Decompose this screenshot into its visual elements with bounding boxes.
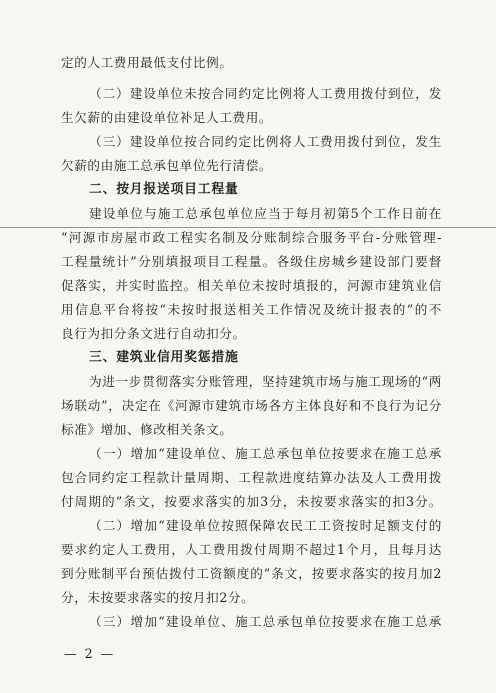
body-line: （三）增加“建设单位、施工总承包单位按要求在施工总承	[89, 614, 442, 629]
body-line: 付周期的”条文，按要求落实的加3分，未按要求落实的扣3分。	[61, 494, 442, 509]
body-line: 建设单位与施工总承包单位应当于每月初第5个工作日前在	[89, 206, 442, 221]
body-line: 要求约定人工费用，人工费用拨付周期不超过1个月，且每月达	[61, 542, 442, 557]
body-line: 场联动”，决定在《河源市建筑市场各方主体良好和不良行为记分	[61, 398, 442, 413]
body-line: 促落实，并实时监控。相关单位未按时填报的，河源市建筑业信	[61, 278, 442, 293]
body-line: （二）建设单位未按合同约定比例将人工费用拨付到位，发	[89, 86, 442, 101]
body-line: 欠薪的由施工总承包单位先行清偿。	[61, 158, 273, 173]
body-line: “河源市房屋市政工程实名制及分账制综合服务平台-分账管理-	[61, 230, 442, 245]
body-line: 为进一步贯彻落实分账管理，坚持建筑市场与施工现场的“两	[89, 374, 442, 389]
body-line: （三）建设单位按合同约定比例将人工费用拨付到位，发生	[89, 134, 442, 149]
body-line: 标准》增加、修改相关条文。	[61, 422, 233, 437]
section-heading: 三、建筑业信用奖惩措施	[89, 350, 239, 365]
scan-rule-line	[0, 227, 496, 228]
body-line: 良行为扣分条文进行自动扣分。	[61, 326, 246, 341]
page-number: — 2 —	[64, 646, 116, 661]
body-line: 用信息平台将按“未按时报送相关工作情况及统计报表的”的不	[61, 302, 442, 317]
body-line: 到分账制平台预估拨付工资额度的”条文，按要求落实的按月加2	[61, 566, 442, 581]
body-line: 分，未按要求落实的按月扣2分。	[61, 590, 255, 605]
body-line: 生欠薪的由建设单位补足人工费用。	[61, 110, 273, 125]
body-line: （二）增加“建设单位按照保障农民工工资按时足额支付的	[89, 518, 442, 533]
section-heading: 二、按月报送项目工程量	[89, 182, 239, 197]
body-line: 工程量统计”分别填报项目工程量。各级住房城乡建设部门要督	[61, 254, 442, 269]
body-line: （一）增加“建设单位、施工总承包单位按要求在施工总承	[89, 446, 442, 461]
body-line: 包合同约定工程款计量周期、工程款进度结算办法及人工费用拨	[61, 470, 442, 485]
body-line: 定的人工费用最低支付比例。	[61, 55, 233, 70]
